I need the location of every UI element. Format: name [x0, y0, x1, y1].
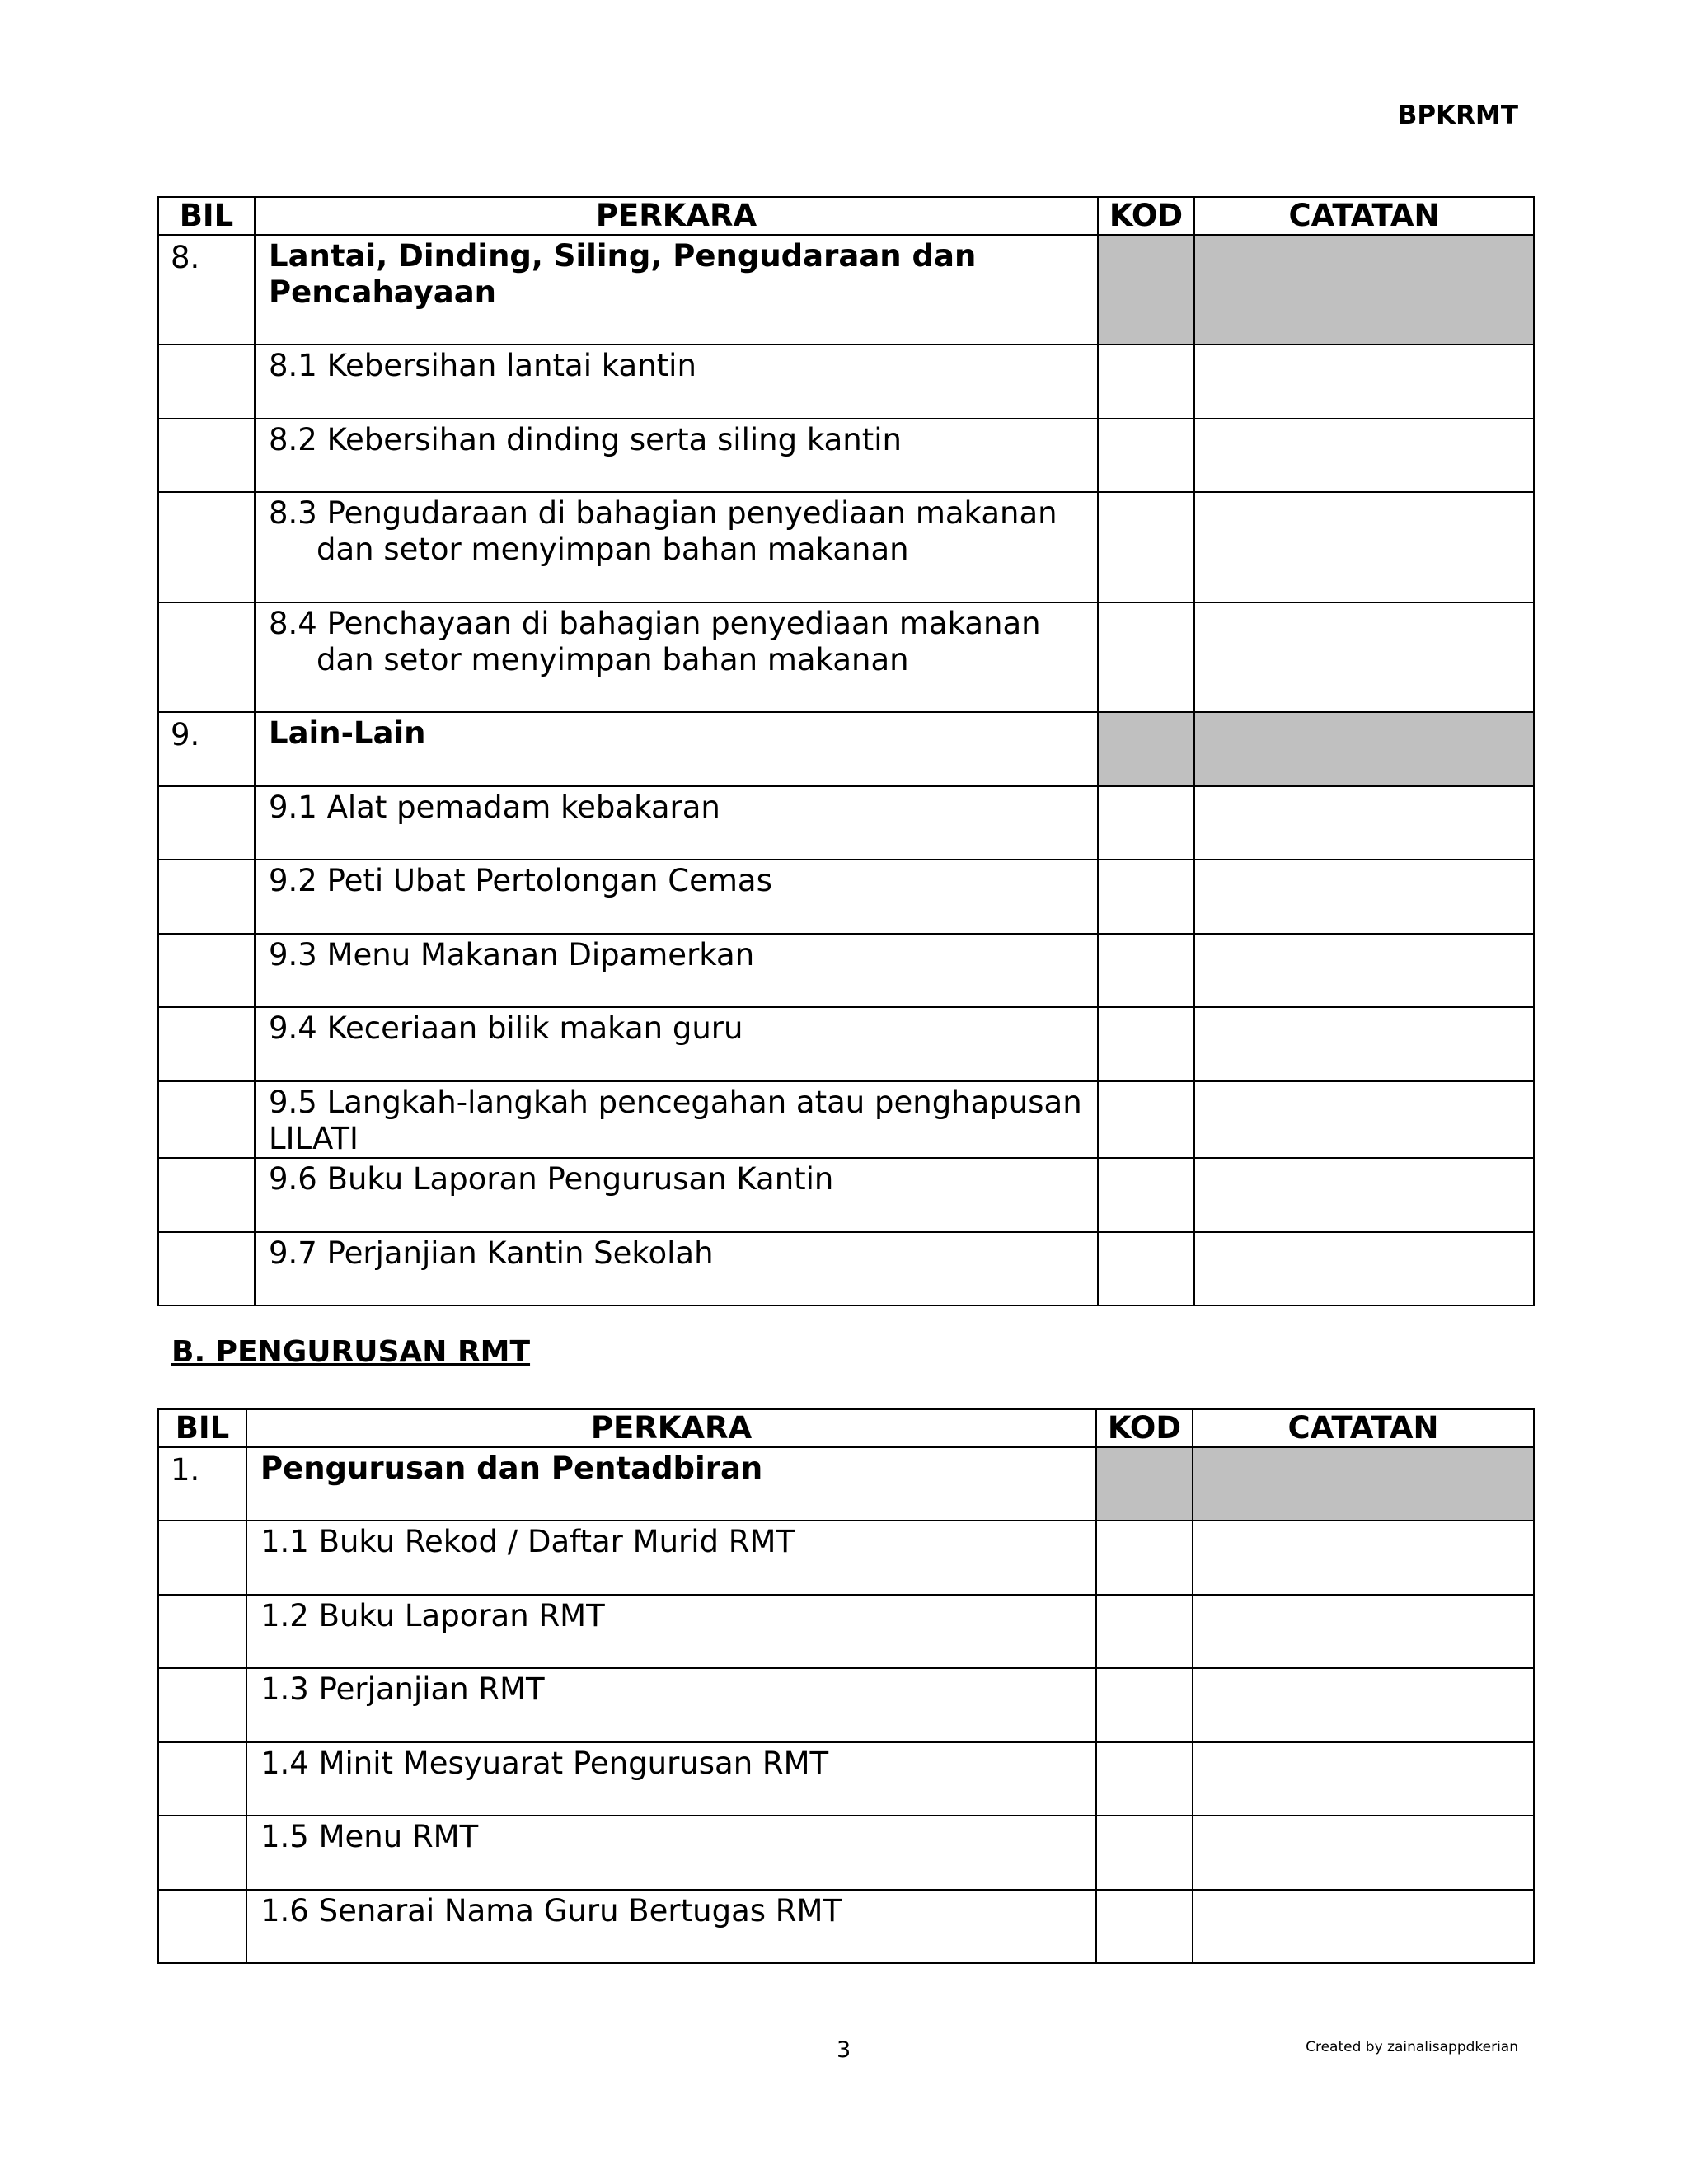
catatan-cell[interactable]: [1194, 492, 1534, 602]
catatan-cell[interactable]: [1194, 344, 1534, 419]
bil-cell: [158, 1007, 255, 1081]
kod-cell[interactable]: [1096, 1521, 1193, 1595]
kod-cell[interactable]: [1096, 1668, 1193, 1742]
catatan-cell[interactable]: [1194, 860, 1534, 934]
table-row: [158, 235, 1534, 344]
table-row: [158, 1668, 1534, 1742]
table-row: [158, 1742, 1534, 1816]
page-number: 3: [837, 2037, 851, 2063]
catatan-cell-shaded: [1194, 712, 1534, 786]
perkara-item: 1.2 Buku Laporan RMT: [246, 1595, 1096, 1668]
checklist-table-a: [157, 196, 1535, 1306]
table-row: [158, 712, 1534, 786]
table-row: [158, 1890, 1534, 1963]
kod-cell-shaded: [1098, 235, 1194, 344]
checklist-table-b: [157, 1408, 1535, 1964]
kod-cell[interactable]: [1096, 1816, 1193, 1890]
table-row: [158, 860, 1534, 934]
bil-cell: [158, 1890, 246, 1963]
bil-cell: [158, 602, 255, 712]
catatan-cell[interactable]: [1193, 1595, 1534, 1668]
table-row: [158, 1081, 1534, 1158]
bil-cell: [158, 1158, 255, 1232]
perkara-item: 1.6 Senarai Nama Guru Bertugas RMT: [246, 1890, 1096, 1963]
perkara-item: 9.4 Keceriaan bilik makan guru: [255, 1007, 1098, 1081]
catatan-cell[interactable]: [1193, 1742, 1534, 1816]
kod-cell[interactable]: [1096, 1890, 1193, 1963]
perkara-heading: Lantai, Dinding, Siling, Pengudaraan dan Pencahayaan: [255, 235, 1098, 344]
col-header-bil: BIL: [158, 197, 255, 235]
catatan-cell[interactable]: [1194, 1232, 1534, 1305]
catatan-cell[interactable]: [1194, 419, 1534, 492]
bil-cell: [158, 860, 255, 934]
kod-cell[interactable]: [1096, 1742, 1193, 1816]
catatan-cell[interactable]: [1193, 1890, 1534, 1963]
bil-cell: [158, 419, 255, 492]
perkara-item: 9.6 Buku Laporan Pengurusan Kantin: [255, 1158, 1098, 1232]
bil-cell: [158, 1668, 246, 1742]
table-row: [158, 1158, 1534, 1232]
bil-cell: [158, 786, 255, 860]
bil-cell: [158, 1232, 255, 1305]
perkara-item: 8.1 Kebersihan lantai kantin: [255, 344, 1098, 419]
perkara-item: 9.7 Perjanjian Kantin Sekolah: [255, 1232, 1098, 1305]
table-row: [158, 419, 1534, 492]
table-row: [158, 1007, 1534, 1081]
bil-cell: [158, 1595, 246, 1668]
kod-cell-shaded: [1098, 712, 1194, 786]
perkara-item: 1.4 Minit Mesyuarat Pengurusan RMT: [246, 1742, 1096, 1816]
col-header-catatan: CATATAN: [1194, 197, 1534, 235]
catatan-cell[interactable]: [1194, 786, 1534, 860]
perkara-item: 8.4 Penchayaan di bahagian penyediaan makanan dan setor menyimpan bahan makanan: [269, 606, 1041, 677]
table-row: [158, 602, 1534, 712]
bil-cell: [158, 492, 255, 602]
catatan-cell[interactable]: [1194, 1158, 1534, 1232]
kod-cell-shaded: [1096, 1447, 1193, 1521]
bil-cell: [158, 1816, 246, 1890]
table-row: [158, 492, 1534, 602]
bil-cell: [158, 1081, 255, 1158]
perkara-item: 8.2 Kebersihan dinding serta siling kantin: [255, 419, 1098, 492]
table-row: [158, 1595, 1534, 1668]
credit-text: Created by zainalisappdkerian: [1306, 2039, 1518, 2055]
bil-cell: 8.: [158, 235, 255, 344]
perkara-item-cell: [255, 492, 1098, 602]
table-header-row: [158, 1409, 1534, 1447]
perkara-item: 9.5 Langkah-langkah pencegahan atau penghapusan LILATI: [255, 1081, 1098, 1158]
table-row: [158, 1232, 1534, 1305]
col-header-perkara: PERKARA: [246, 1409, 1096, 1447]
catatan-cell-shaded: [1193, 1447, 1534, 1521]
col-header-catatan: CATATAN: [1193, 1409, 1534, 1447]
kod-cell[interactable]: [1098, 419, 1194, 492]
kod-cell[interactable]: [1098, 860, 1194, 934]
catatan-cell[interactable]: [1194, 1081, 1534, 1158]
kod-cell[interactable]: [1098, 786, 1194, 860]
kod-cell[interactable]: [1096, 1595, 1193, 1668]
kod-cell[interactable]: [1098, 1158, 1194, 1232]
table-row: [158, 786, 1534, 860]
catatan-cell[interactable]: [1194, 934, 1534, 1007]
bil-cell: [158, 1742, 246, 1816]
table-row: [158, 344, 1534, 419]
col-header-kod: KOD: [1096, 1409, 1193, 1447]
kod-cell[interactable]: [1098, 1081, 1194, 1158]
kod-cell[interactable]: [1098, 602, 1194, 712]
bil-cell: 9.: [158, 712, 255, 786]
perkara-item: 8.3 Pengudaraan di bahagian penyediaan makanan dan setor menyimpan bahan makanan: [269, 495, 1057, 567]
bil-cell: [158, 934, 255, 1007]
perkara-item: 9.1 Alat pemadam kebakaran: [255, 786, 1098, 860]
table-header-row: [158, 197, 1534, 235]
perkara-item: 9.3 Menu Makanan Dipamerkan: [255, 934, 1098, 1007]
bil-cell: [158, 344, 255, 419]
perkara-heading: Pengurusan dan Pentadbiran: [246, 1447, 1096, 1521]
bil-cell: 1.: [158, 1447, 246, 1521]
kod-cell[interactable]: [1098, 1007, 1194, 1081]
document-code: BPKRMT: [1397, 101, 1518, 130]
perkara-heading: Lain-Lain: [255, 712, 1098, 786]
kod-cell[interactable]: [1098, 934, 1194, 1007]
kod-cell[interactable]: [1098, 344, 1194, 419]
col-header-kod: KOD: [1098, 197, 1194, 235]
perkara-item-cell: [255, 602, 1098, 712]
perkara-item: 1.5 Menu RMT: [246, 1816, 1096, 1890]
col-header-bil: BIL: [158, 1409, 246, 1447]
table-row: [158, 934, 1534, 1007]
section-b-title: B. PENGURUSAN RMT: [171, 1335, 531, 1369]
perkara-item: 1.1 Buku Rekod / Daftar Murid RMT: [246, 1521, 1096, 1595]
catatan-cell[interactable]: [1193, 1668, 1534, 1742]
table-row: [158, 1521, 1534, 1595]
catatan-cell[interactable]: [1194, 602, 1534, 712]
kod-cell[interactable]: [1098, 1232, 1194, 1305]
catatan-cell[interactable]: [1193, 1816, 1534, 1890]
perkara-item: 1.3 Perjanjian RMT: [246, 1668, 1096, 1742]
bil-cell: [158, 1521, 246, 1595]
catatan-cell[interactable]: [1193, 1521, 1534, 1595]
kod-cell[interactable]: [1098, 492, 1194, 602]
table-row: [158, 1447, 1534, 1521]
col-header-perkara: PERKARA: [255, 197, 1098, 235]
catatan-cell[interactable]: [1194, 1007, 1534, 1081]
catatan-cell-shaded: [1194, 235, 1534, 344]
perkara-item: 9.2 Peti Ubat Pertolongan Cemas: [255, 860, 1098, 934]
table-row: [158, 1816, 1534, 1890]
